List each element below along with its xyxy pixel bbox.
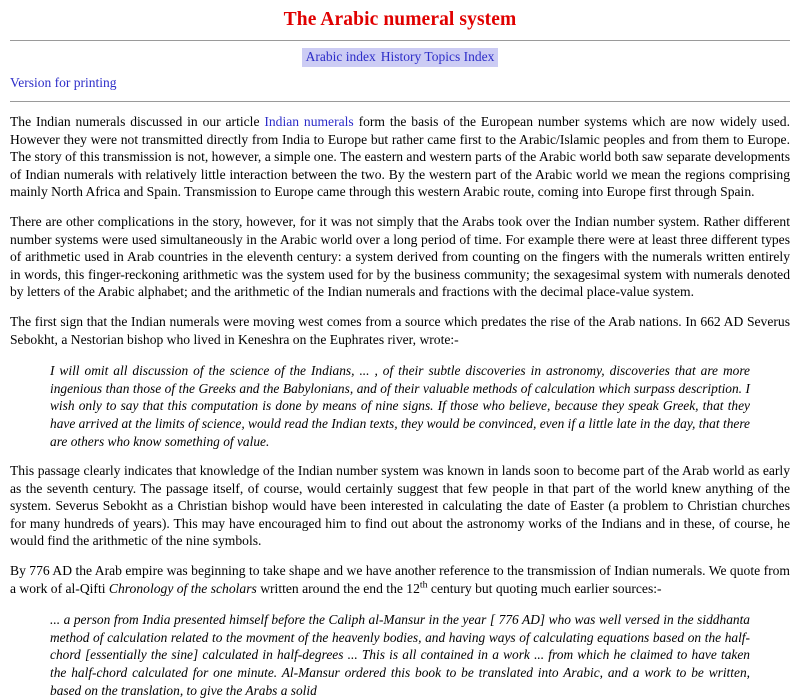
paragraph-776-ad-arab-empire <box>10 562 790 597</box>
horizontal-rule-below-print <box>10 101 790 102</box>
paragraph-passage-indicates: This passage clearly indicates that knowledge of the Indian number system was known in lands soon to become part of the Arab world as early as the seventh century. The passage itself, of course, would certainly suggest that few people in that part of the world knew anything of the system. Severus Sebokht as a Christian bishop would have been interested in calculating the date of Easter (a problem to Christian churches for many hundreds of years). This may have encouraged him to find out about the astronomy works of the Indians and in these, of course, he would find the arithmetic of the nine symbols. <box>10 463 790 549</box>
print-version-row <box>10 74 790 92</box>
book-title-chronology-of-the-scholars: Chronology of the scholars <box>108 580 257 596</box>
ordinal-suffix-superscript: th <box>419 579 428 591</box>
para1-text-after-link: form the basis of the European number systems which are now widely used. However they were not transmitted directly from India to Europe but rather came first to the Arabic/Islamic peoples and from them to Europe. The story of this transmission is not, however, a simple one. The eastern and western parts of the Arabic world both saw separate developments of Indian numerals with relatively little interaction between the two. By the western part of the Arabic world we mean the regions comprising mainly North Africa and Spain. Transmission to Europe came through this western Arabic route, coming into Europe first through Spain. <box>10 114 790 200</box>
para1-text-before-link: The Indian numerals discussed in our article <box>10 114 265 129</box>
paragraph-other-complications: There are other complications in the story, however, for it was not simply that the Arabs took over the Indian number system. Rather different number systems were used simultaneously in the Arabic world over a long period of time. For example there were at least three different types of arithmetic used in Arab countries in the eleventh century: a system derived from counting on the fingers with the numerals written entirely in words, this finger-reckoning arithmetic was the system used for by the business community; the sexagesimal system with numerals denoted by letters of the Arabic alphabet; and the arithmetic of the Indian numerals and fractions with the decimal place-value system. <box>10 213 790 300</box>
navigation-bar <box>10 48 790 67</box>
navigation-links-box <box>302 48 499 67</box>
blockquote-severus-sebokht: I will omit all discussion of the science of the Indians, ... , of their subtle discoveries in astronomy, discoveries that are more ingenious than those of the Greeks and the Babylonians, and of their valuable methods of calculation which surpass description. I wish only to say that this computation is done by means of nine signs. If those who believe, because they speak Greek, that they have arrived at the limits of science, would read the Indian texts, they would be convinced, even if a little late in the day, that there are others who know something of value. <box>50 363 750 449</box>
horizontal-rule-top <box>10 40 790 41</box>
paragraph-indian-numerals-intro <box>10 113 790 201</box>
nav-link-history-topics-index[interactable]: History Topics Index <box>380 49 495 64</box>
page-title: The Arabic numeral system <box>283 9 517 30</box>
inline-link-indian-numerals[interactable]: Indian numerals <box>264 114 354 129</box>
page-container <box>0 9 800 699</box>
blockquote-al-qifti-chronology: ... a person from India presented himself before the Caliph al-Mansur in the year [ 776 AD] who was well versed in the siddhanta method of calculation related to the movment of the heavenly bodies, and having ways of calculating equations based on the half-chord [essentially the sine] calculated in half-degrees ... This is all contained in a work ... from which he claimed to have taken the half-chord calculated for one minute. Al-Mansur ordered this book to be translated into Arabic, and a work to be written, based on the translation, to give the Arabs a solid <box>50 612 750 698</box>
nav-link-arabic-index[interactable]: Arabic index <box>305 49 376 64</box>
para5-text-after-title: written around the end the 12 <box>256 580 420 596</box>
version-for-printing-link[interactable]: Version for printing <box>10 75 117 90</box>
para5-text-tail: century but quoting much earlier sources:- <box>427 580 662 596</box>
paragraph-first-sign: The first sign that the Indian numerals were moving west comes from a source which predates the rise of the Arab nations. In 662 AD Severus Sebokht, a Nestorian bishop who lived in Keneshra on the Euphrates river, wrote:- <box>10 313 790 347</box>
para5-text-before-title: By 776 AD the Arab empire was beginning to take shape and we have another reference to the transmission of Indian numerals. We quote from a work of al-Qifti <box>10 563 790 596</box>
